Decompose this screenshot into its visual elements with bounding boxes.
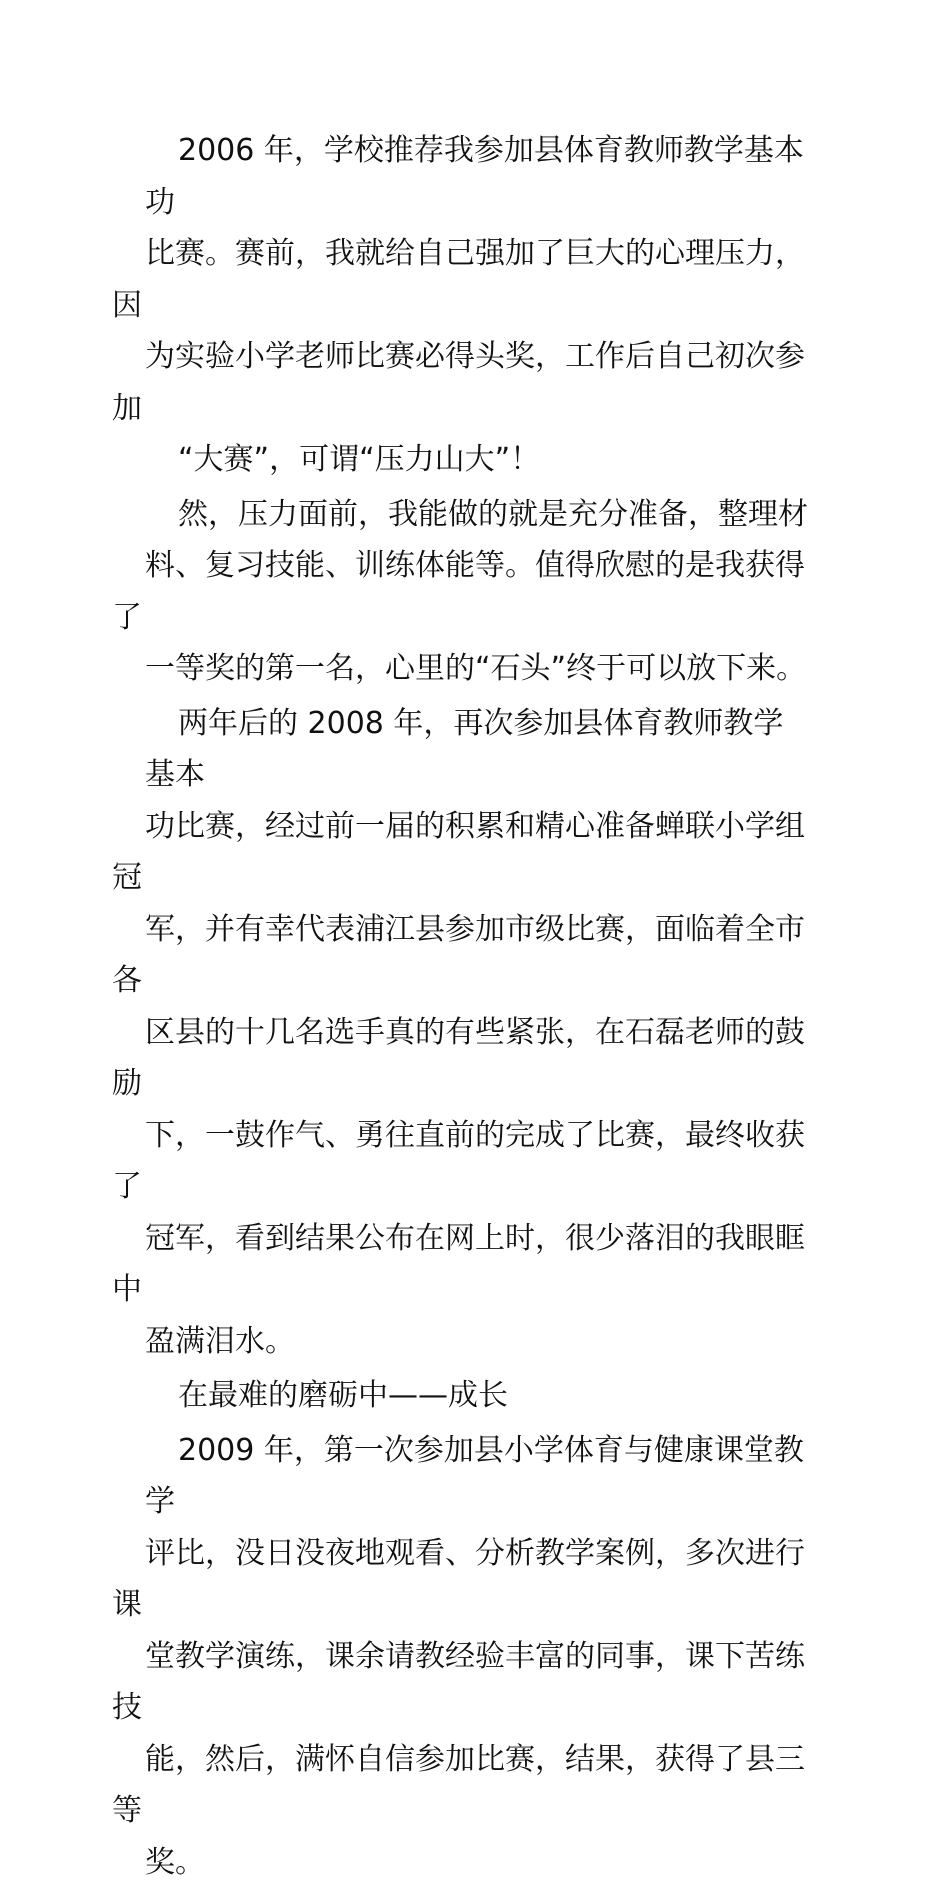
text-line: 2006 年，学校推荐我参加县体育教师教学基本功 bbox=[145, 133, 804, 220]
text-line: 能，然后，满怀自信参加比赛，结果，获得了县三等 bbox=[112, 1741, 805, 1828]
text-line: 2009 年，第一次参加县小学体育与健康课堂教学 bbox=[145, 1432, 804, 1519]
text-line: 下，一鼓作气、勇往直前的完成了比赛，最终收获了 bbox=[112, 1117, 805, 1204]
text-line: 奖。 bbox=[145, 1844, 205, 1880]
text-line: 比赛。赛前，我就给自己强加了巨大的心理压力，因 bbox=[112, 236, 805, 323]
document-body bbox=[112, 125, 810, 1891]
text-line: 军，并有幸代表浦江县参加市级比赛，面临着全市各 bbox=[112, 911, 805, 998]
text-line: 功比赛，经过前一届的积累和精心准备蝉联小学组冠 bbox=[112, 808, 805, 895]
paragraph-preparation bbox=[112, 489, 810, 695]
section-heading-growth bbox=[145, 1370, 810, 1422]
paragraph-2009-evaluation bbox=[112, 1425, 810, 1889]
paragraph-2008-competition bbox=[112, 698, 810, 1368]
text-line: 然，压力面前，我能做的就是充分准备，整理材 bbox=[178, 496, 808, 532]
text-line: 两年后的 2008 年，再次参加县体育教师教学基本 bbox=[145, 705, 784, 792]
text-line: 冠军，看到结果公布在网上时，很少落泪的我眼眶中 bbox=[112, 1220, 805, 1307]
text-line: 区县的十几名选手真的有些紧张，在石磊老师的鼓励 bbox=[112, 1014, 805, 1101]
text-line: 为实验小学老师比赛必得头奖，工作后自己初次参加 bbox=[112, 339, 805, 426]
text-line: “大赛”，可谓“压力山大”！ bbox=[178, 442, 541, 477]
text-line: 评比，没日没夜地观看、分析教学案例，多次进行课 bbox=[112, 1535, 805, 1622]
text-line: 盈满泪水。 bbox=[145, 1323, 295, 1359]
text-line: 料、复习技能、训练体能等。值得欣慰的是我获得了 bbox=[112, 548, 805, 635]
text-line: 在最难的磨砺中——成长 bbox=[178, 1378, 508, 1413]
text-line: 堂教学演练，课余请教经验丰富的同事，课下苦练技 bbox=[112, 1638, 805, 1725]
paragraph-2006-competition bbox=[112, 125, 810, 486]
text-line: 一等奖的第一名，心里的“石头”终于可以放下来。 bbox=[145, 651, 807, 686]
